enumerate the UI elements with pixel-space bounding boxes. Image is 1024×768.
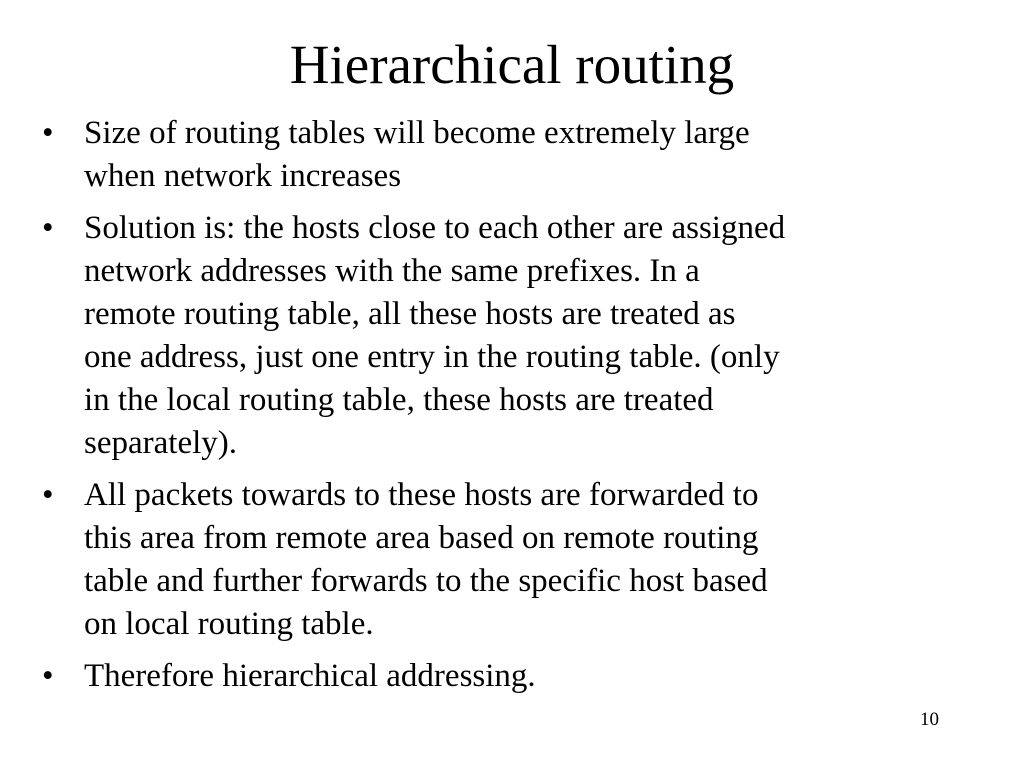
- bullet-marker: •: [42, 210, 54, 246]
- bullet-line: Size of routing tables will become extremely large: [84, 115, 750, 151]
- bullet-marker: •: [42, 658, 54, 694]
- bullet-item-1: [42, 112, 942, 198]
- bullet-line: when network increases: [84, 158, 402, 194]
- bullet-marker: •: [42, 115, 54, 151]
- slide-number: 10: [920, 709, 939, 730]
- bullet-line: remote routing table, all these hosts are treated as: [84, 296, 736, 332]
- bullet-text: [84, 207, 942, 465]
- bullet-line: All packets towards to these hosts are forwarded to: [84, 477, 759, 513]
- bullet-marker: •: [42, 477, 54, 513]
- bullet-line: Solution is: the hosts close to each other are assigned: [84, 210, 786, 246]
- bullet-item-3: [42, 474, 942, 646]
- bullet-line: Therefore hierarchical addressing.: [84, 658, 536, 694]
- bullet-item-2: [42, 207, 942, 465]
- bullet-list: [42, 112, 942, 707]
- bullet-line: network addresses with the same prefixes. In a: [84, 253, 700, 289]
- bullet-item-4: [42, 655, 942, 698]
- bullet-line: in the local routing table, these hosts are treated: [84, 382, 714, 418]
- bullet-line: separately).: [84, 425, 237, 461]
- bullet-text: [84, 474, 942, 646]
- bullet-line: this area from remote area based on remote routing: [84, 520, 759, 556]
- bullet-line: one address, just one entry in the routing table. (only: [84, 339, 780, 375]
- bullet-text: [84, 655, 942, 698]
- bullet-line: on local routing table.: [84, 606, 374, 642]
- bullet-text: [84, 112, 942, 198]
- bullet-line: table and further forwards to the specific host based: [84, 563, 768, 599]
- slide-title: Hierarchical routing: [289, 34, 735, 95]
